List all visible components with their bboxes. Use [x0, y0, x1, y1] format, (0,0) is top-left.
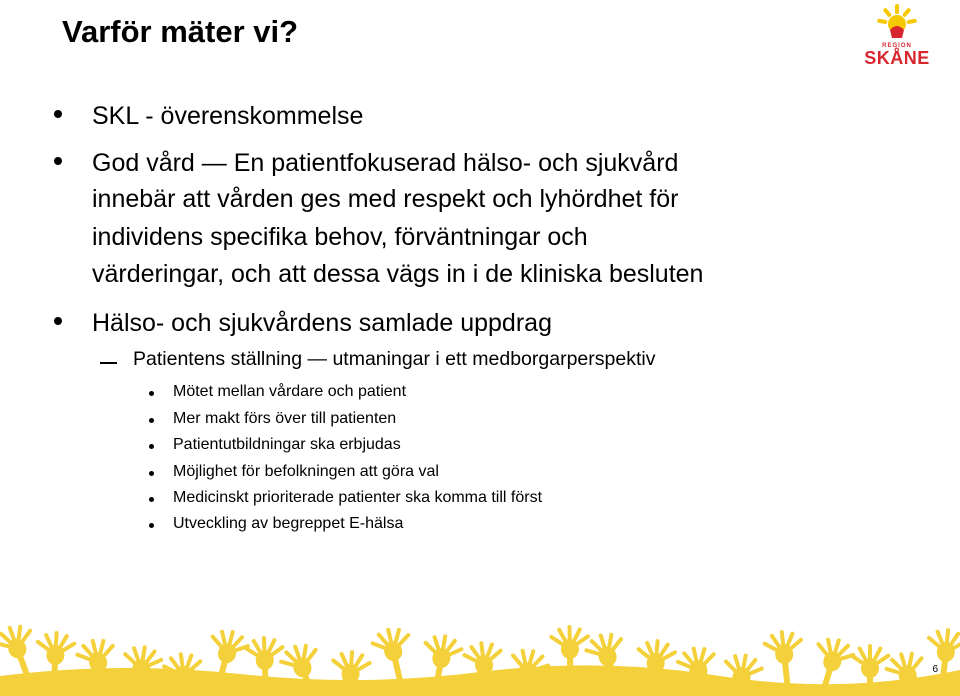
bullet-dot: [149, 418, 154, 423]
footer-hands-decoration: [0, 576, 960, 696]
page-number: 6: [932, 664, 938, 675]
bullet-god-vard-line4: värderingar, och att dessa vägs in i de kliniska besluten: [92, 260, 704, 288]
bullet-dot: [149, 391, 154, 396]
bullet-halso-sjukvard: Hälso- och sjukvårdens samlade uppdrag: [92, 309, 552, 337]
list-item: Möjlighet för befolkningen att göra val: [173, 463, 439, 480]
list-item: Mer makt förs över till patienten: [173, 410, 397, 427]
bullet-dot: [54, 110, 62, 118]
region-skane-logo: [852, 0, 942, 72]
bullet-god-vard-line2: innebär att vården ges med respekt och lyhördhet för: [92, 185, 679, 213]
bullet-dot: [149, 523, 154, 528]
slide-title: Varför mäter vi?: [62, 14, 299, 49]
griffin-sun-icon: [852, 0, 942, 44]
list-item: Patientutbildningar ska erbjudas: [173, 436, 401, 453]
bullet-dot: [54, 157, 62, 165]
bullet-dot: [54, 317, 62, 325]
sub-bullet-patientens-stallning: Patientens ställning — utmaningar i ett medborgarperspektiv: [133, 348, 656, 370]
logo-skane-text: SKÅNE: [864, 48, 930, 68]
logo-region-text: REGION: [882, 43, 912, 49]
dash-marker: [100, 362, 117, 364]
bullet-skl: SKL - överenskommelse: [92, 102, 364, 130]
bullet-god-vard-line3: individens specifika behov, förväntningar och: [92, 223, 588, 251]
list-item: Utveckling av begreppet E-hälsa: [173, 515, 404, 532]
bullet-dot: [149, 497, 154, 502]
bullet-god-vard-line1: God vård — En patientfokuserad hälso- och sjukvård: [92, 149, 679, 177]
bullet-dot: [149, 444, 154, 449]
bullet-dot: [149, 471, 154, 476]
list-item: Mötet mellan vårdare och patient: [173, 383, 407, 400]
list-item: Medicinskt prioriterade patienter ska komma till först: [173, 489, 543, 506]
